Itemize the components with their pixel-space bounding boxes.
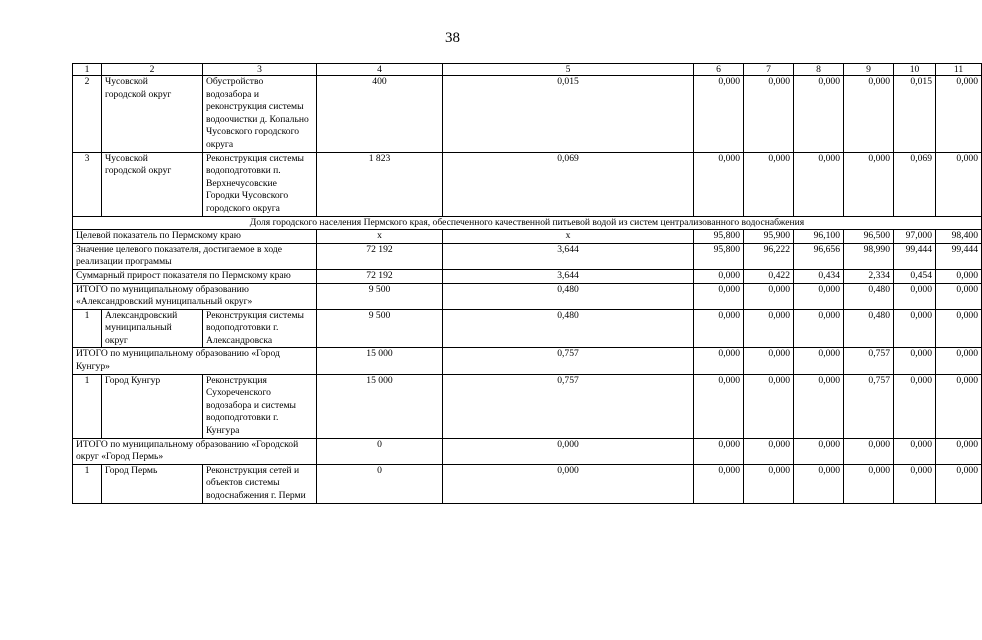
page-number: 38 <box>445 30 460 46</box>
value-cell: 0,000 <box>936 309 982 348</box>
value-cell: 95,900 <box>744 230 794 244</box>
value-cell: 0,000 <box>844 438 894 464</box>
capacity-cell: 9 500 <box>317 283 443 309</box>
value-cell: 95,800 <box>694 243 744 269</box>
object-cell-text: Реконструкция Сухореченского водозабора и системы водоподготовки г. Кунгура <box>206 374 296 437</box>
summary-row <box>73 230 982 244</box>
value-cell: 0,000 <box>744 464 794 503</box>
column-number: 11 <box>936 64 982 76</box>
value-cell: 0,454 <box>894 269 936 283</box>
value-cell: 98,990 <box>844 243 894 269</box>
summary-label-text: ИТОГО по муниципальному образованию «Город Кунгур» <box>76 348 280 373</box>
row-number: 3 <box>73 152 102 216</box>
value-cell: 0,000 <box>794 464 844 503</box>
summary-label <box>73 348 317 374</box>
value-cell: 0,000 <box>443 464 694 503</box>
object-cell-text: Реконструкция сетей и объектов системы водоснабжения г. Перми <box>206 464 306 501</box>
value-cell: 0,000 <box>694 76 744 153</box>
value-cell: 0,000 <box>694 152 744 216</box>
capacity-cell: 0 <box>317 464 443 503</box>
summary-label-text: ИТОГО по муниципальному образованию «Городской округ «Город Пермь» <box>76 438 299 463</box>
value-cell: 0,000 <box>694 309 744 348</box>
value-cell: 0,480 <box>844 309 894 348</box>
value-cell: х <box>443 230 694 244</box>
value-cell: 0,000 <box>744 283 794 309</box>
summary-row <box>73 283 982 309</box>
value-cell: 0,000 <box>936 464 982 503</box>
column-number: 9 <box>844 64 894 76</box>
value-cell: 0,000 <box>936 438 982 464</box>
summary-label-text: Целевой показатель по Пермскому краю <box>76 230 241 242</box>
value-cell: 96,222 <box>744 243 794 269</box>
capacity-cell: 72 192 <box>317 243 443 269</box>
column-number: 4 <box>317 64 443 76</box>
municipality-cell-text: Чусовской городской округ <box>105 152 172 177</box>
capacity-cell: 1 823 <box>317 152 443 216</box>
value-cell: 0,000 <box>744 374 794 438</box>
value-cell: 0,000 <box>794 152 844 216</box>
municipality-cell <box>102 76 203 153</box>
value-cell: 0,000 <box>694 269 744 283</box>
object-cell <box>203 464 317 503</box>
value-cell: 0,000 <box>894 374 936 438</box>
value-cell: 0,434 <box>794 269 844 283</box>
summary-label <box>73 243 317 269</box>
value-cell: 0,000 <box>744 438 794 464</box>
value-cell: 0,000 <box>694 348 744 374</box>
table-row <box>73 374 982 438</box>
column-number: 3 <box>203 64 317 76</box>
value-cell: 0,000 <box>844 152 894 216</box>
value-cell: 0,000 <box>794 309 844 348</box>
summary-row <box>73 243 982 269</box>
value-cell: 3,644 <box>443 243 694 269</box>
value-cell: 0,000 <box>794 374 844 438</box>
value-cell: 0,480 <box>443 283 694 309</box>
value-cell: 0,422 <box>744 269 794 283</box>
municipality-cell <box>102 464 203 503</box>
capacity-cell: 15 000 <box>317 348 443 374</box>
value-cell: 99,444 <box>936 243 982 269</box>
table-row <box>73 309 982 348</box>
summary-row <box>73 348 982 374</box>
capacity-cell: х <box>317 230 443 244</box>
column-number: 7 <box>744 64 794 76</box>
object-cell-text: Обустройство водозабора и реконструкция системы водоочистки д. Копально Чусовского городского округа <box>206 76 309 150</box>
value-cell: 0,000 <box>844 76 894 153</box>
municipality-cell-text: Чусовской городской округ <box>105 76 172 100</box>
value-cell: 0,000 <box>894 283 936 309</box>
object-cell <box>203 152 317 216</box>
value-cell: 0,480 <box>443 309 694 348</box>
value-cell: 0,000 <box>894 309 936 348</box>
object-cell-text: Реконструкция системы водоподготовки п. Верхнечусовские Городки Чусовского городского округа <box>206 152 304 214</box>
value-cell: 96,656 <box>794 243 844 269</box>
section-title-row <box>73 216 982 230</box>
summary-label <box>73 269 317 283</box>
value-cell: 96,500 <box>844 230 894 244</box>
table-row <box>73 76 982 153</box>
object-cell <box>203 374 317 438</box>
value-cell: 0,000 <box>694 283 744 309</box>
value-cell: 0,757 <box>844 374 894 438</box>
summary-row <box>73 269 982 283</box>
value-cell: 97,000 <box>894 230 936 244</box>
summary-label-text: Значение целевого показателя, достигаемое в ходе реализации программы <box>76 243 282 268</box>
value-cell: 0,757 <box>443 374 694 438</box>
value-cell: 0,015 <box>894 76 936 153</box>
column-number: 10 <box>894 64 936 76</box>
municipality-cell <box>102 374 203 438</box>
municipality-cell-text: Город Кунгур <box>105 374 161 386</box>
value-cell: 0,000 <box>694 464 744 503</box>
capacity-cell: 72 192 <box>317 269 443 283</box>
value-cell: 0,000 <box>936 76 982 153</box>
value-cell: 0,000 <box>894 464 936 503</box>
column-number: 5 <box>443 64 694 76</box>
value-cell: 0,480 <box>844 283 894 309</box>
municipality-cell-text: Александровский муниципальный округ <box>105 309 178 346</box>
value-cell: 98,400 <box>936 230 982 244</box>
capacity-cell: 0 <box>317 438 443 464</box>
value-cell: 2,334 <box>844 269 894 283</box>
municipality-cell-text: Город Пермь <box>105 464 158 476</box>
value-cell: 96,100 <box>794 230 844 244</box>
table-row <box>73 464 982 503</box>
value-cell: 0,000 <box>894 348 936 374</box>
value-cell: 0,000 <box>936 348 982 374</box>
row-number: 1 <box>73 309 102 348</box>
municipality-cell <box>102 309 203 348</box>
value-cell: 0,000 <box>744 309 794 348</box>
data-table <box>72 63 982 504</box>
column-number-row <box>73 64 982 76</box>
section-title: Доля городского населения Пермского края, обеспеченного качественной питьевой водой из систем централизованного водоснабжения <box>73 216 982 230</box>
value-cell: 0,000 <box>936 283 982 309</box>
summary-label-text: ИТОГО по муниципальному образованию «Александровский муниципальный округ» <box>76 283 253 308</box>
value-cell: 0,000 <box>794 283 844 309</box>
object-cell <box>203 76 317 153</box>
value-cell: 0,000 <box>694 374 744 438</box>
value-cell: 0,000 <box>936 152 982 216</box>
value-cell: 0,000 <box>844 464 894 503</box>
column-number: 1 <box>73 64 102 76</box>
value-cell: 0,000 <box>443 438 694 464</box>
value-cell: 3,644 <box>443 269 694 283</box>
value-cell: 0,069 <box>894 152 936 216</box>
value-cell: 0,000 <box>794 348 844 374</box>
summary-label <box>73 283 317 309</box>
column-number: 2 <box>102 64 203 76</box>
value-cell: 95,800 <box>694 230 744 244</box>
row-number: 2 <box>73 76 102 153</box>
value-cell: 0,000 <box>794 76 844 153</box>
summary-label <box>73 438 317 464</box>
value-cell: 0,000 <box>694 438 744 464</box>
value-cell: 0,000 <box>744 348 794 374</box>
table-row <box>73 152 982 216</box>
value-cell: 0,757 <box>443 348 694 374</box>
column-number: 6 <box>694 64 744 76</box>
value-cell: 0,000 <box>936 374 982 438</box>
value-cell: 99,444 <box>894 243 936 269</box>
column-number: 8 <box>794 64 844 76</box>
value-cell: 0,000 <box>744 76 794 153</box>
capacity-cell: 9 500 <box>317 309 443 348</box>
object-cell <box>203 309 317 348</box>
value-cell: 0,000 <box>936 269 982 283</box>
municipality-cell <box>102 152 203 216</box>
row-number: 1 <box>73 464 102 503</box>
summary-label <box>73 230 317 244</box>
capacity-cell: 400 <box>317 76 443 153</box>
value-cell: 0,000 <box>744 152 794 216</box>
object-cell-text: Реконструкция системы водоподготовки г. Александровска <box>206 309 304 346</box>
summary-row <box>73 438 982 464</box>
value-cell: 0,000 <box>794 438 844 464</box>
value-cell: 0,757 <box>844 348 894 374</box>
capacity-cell: 15 000 <box>317 374 443 438</box>
value-cell: 0,015 <box>443 76 694 153</box>
summary-label-text: Суммарный прирост показателя по Пермскому краю <box>76 269 291 281</box>
value-cell: 0,069 <box>443 152 694 216</box>
value-cell: 0,000 <box>894 438 936 464</box>
row-number: 1 <box>73 374 102 438</box>
